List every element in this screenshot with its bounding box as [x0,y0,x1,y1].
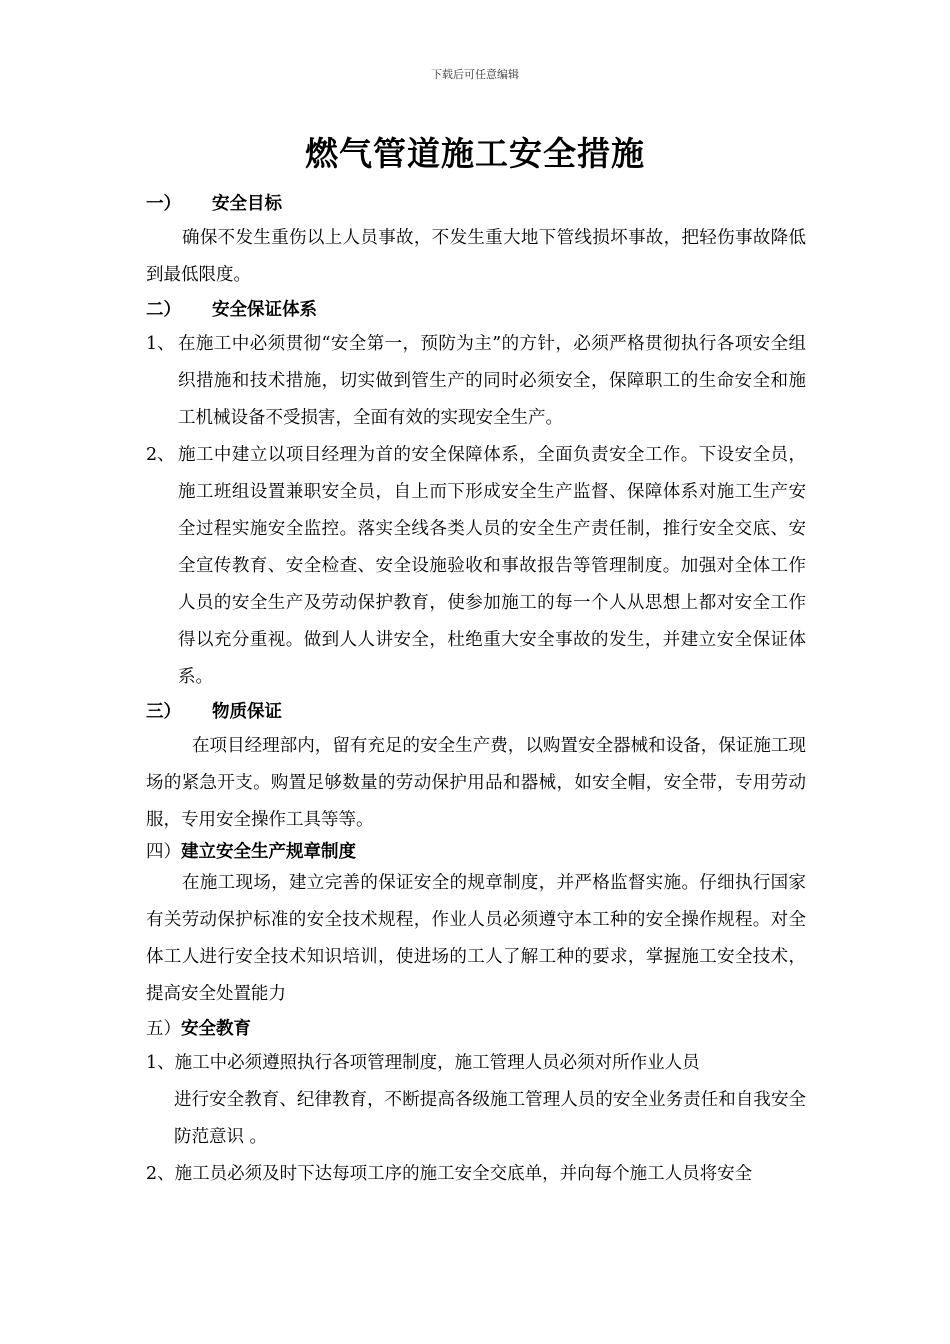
document-title: 燃气管道施工安全措施 [305,134,645,173]
list-item-text: 施工员必须及时下达每项工序的施工安全交底单，并向每个施工人员将安全 [174,1164,753,1184]
list-item-number: 1、 [146,334,175,354]
list-item-text: 施工中建立以项目经理为首的安全保障体系，全面负责安全工作。下设安全员，施工班组设置兼职安全员，自上而下形成安全生产监督、保障体系对施工生产安全过程实施安全监控。落实全线各类人员的安全生产责任制，推行安全交底、安全宣传教育、安全检查、安全设施验收和事故报告等管理制度。加强对全体工作人员的安全生产及劳动保护教育，使参加施工的每一个人从思想上都对安全工作得以充分重视。做到人人讲安全，杜绝重大安全事故的发生，并建立安全保证体系。 [178,445,806,687]
section-label: 物质保证 [212,702,282,722]
list-item-continuation: 进行安全教育、纪律教育，不断提高各级施工管理人员的安全业务责任和自我安全防范意识 。 [174,1090,806,1147]
section-4-paragraph: 在施工现场，建立完善的保证安全的规章制度，并严格监督实施。仔细执行国家有关劳动保护标准的安全技术规程，作业人员必须遵守本工种的安全操作规程。对全体工人进行安全技术知识培训，使进场的工人了解工种的要求，掌握施工安全技术，提高安全处置能力 [146,873,806,1004]
section-number: 四） [146,842,181,862]
section-heading-3 [146,696,806,728]
list-item [146,326,806,437]
section-heading-2 [146,294,806,326]
list-item-number: 2、 [146,1164,175,1184]
list-item [146,437,806,696]
section-number: 三） [146,702,181,722]
list-item-number: 2、 [146,445,175,465]
list-item [146,1045,806,1082]
section-number: 五） [146,1019,181,1039]
section-label: 安全保证体系 [212,300,317,320]
section-heading-4 [146,839,806,865]
section-1-paragraph: 确保不发生重伤以上人员事故，不发生重大地下管线损坏事故，把轻伤事故降低到最低限度。 [146,228,806,285]
section-label: 建立安全生产规章制度 [181,842,356,862]
list-item-text: 施工中必须遵照执行各项管理制度，施工管理人员必须对所作业人员 [174,1053,700,1073]
page-header: 下载后可任意编辑 [431,68,519,81]
section-3-paragraph: 在项目经理部内，留有充足的安全生产费，以购置安全器械和设备，保证施工现场的紧急开支。购置足够数量的劳动保护用品和器械，如安全帽，安全带，专用劳动服，专用安全操作工具等等。 [146,736,806,830]
list-item-number: 1、 [146,1053,175,1073]
document-body [146,188,806,1193]
section-label: 安全目标 [212,194,282,214]
section-heading-5 [146,1013,806,1045]
list-item [146,1156,806,1193]
section-number: 一） [146,194,181,214]
section-label: 安全教育 [181,1019,251,1039]
list-item-text: 在施工中必须贯彻“安全第一，预防为主”的方针，必须严格贯彻执行各项安全组织措施和技术措施，切实做到管生产的同时必须安全，保障职工的生命安全和施工机械设备不受损害，全面有效的实现安全生产。 [178,334,806,428]
section-heading-1 [146,188,806,220]
section-number: 二） [146,300,181,320]
